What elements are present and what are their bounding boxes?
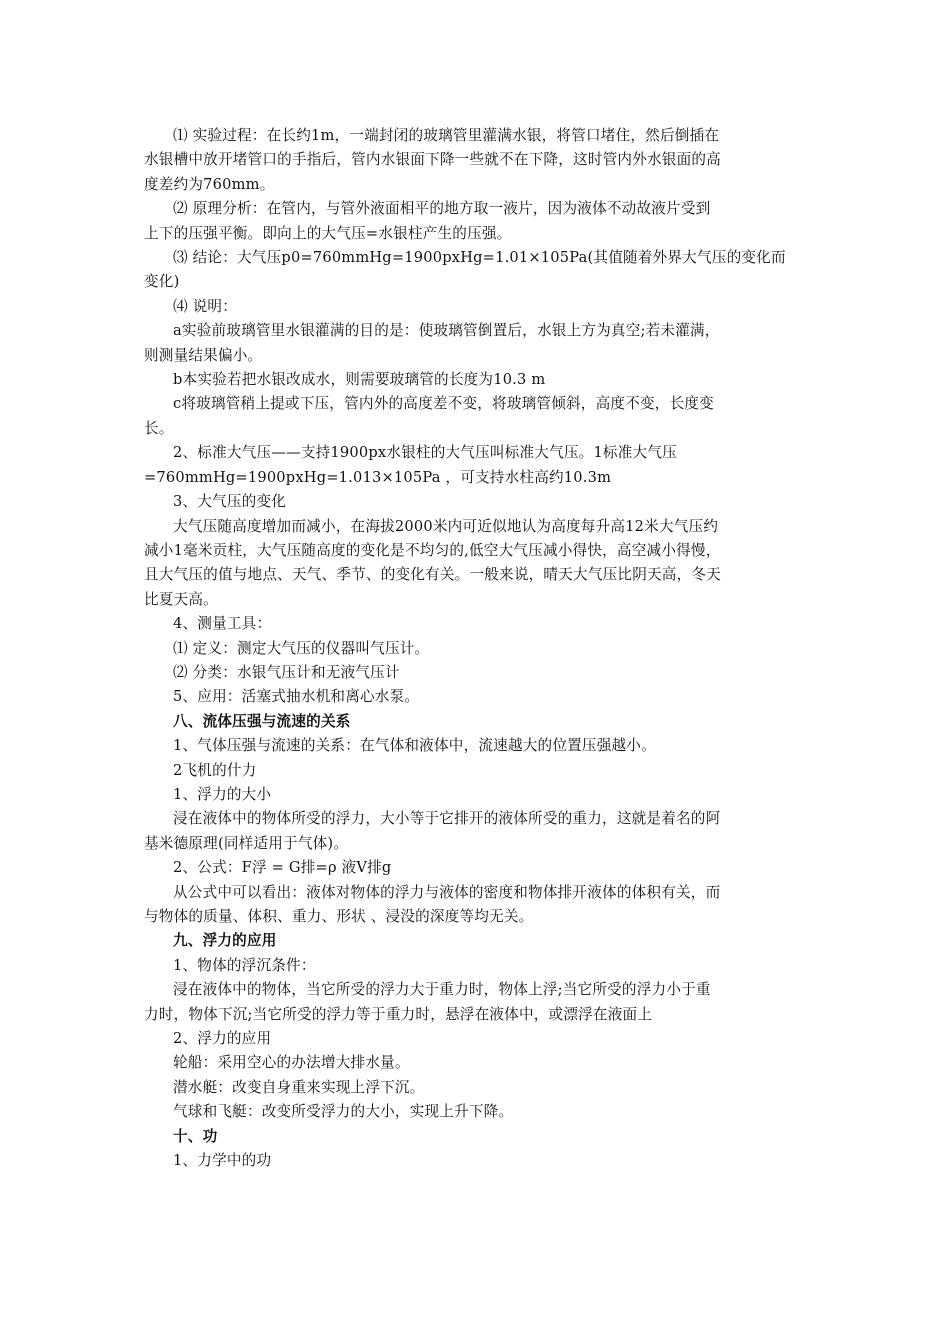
section-heading: 八、流体压强与流速的关系 [173, 712, 351, 730]
text-line: 1、气体压强与流速的关系：在气体和液体中，流速越大的位置压强越小。 [173, 737, 656, 755]
text-line: 1、浮力的大小 [173, 785, 272, 803]
text-line: b本实验若把水银改成水，则需要玻璃管的长度为10.3 m [173, 371, 546, 389]
text-line: 5、应用：活塞式抽水机和离心水泵。 [173, 688, 420, 706]
text-line: =760mmHg=1900pxHg=1.013×105Pa ，可支持水柱高约10.3m [144, 468, 612, 486]
text-line: ⑵ 原理分析：在管内，与管外液面相平的地方取一液片，因为液体不动故液片受到 [173, 200, 711, 218]
text-line: 浸在液体中的物体所受的浮力，大小等于它排开的液体所受的重力，这就是着名的阿 [173, 810, 721, 828]
text-line: 度差约为760mm。 [144, 175, 275, 193]
text-line: 大气压随高度增加而减小，在海拔2000米内可近似地认为高度每升高12米大气压约 [173, 517, 719, 535]
text-line: 比夏天高。 [144, 590, 218, 608]
text-line: 3、大气压的变化 [173, 493, 287, 511]
text-line: ⑴ 定义：测定大气压的仪器叫气压计。 [173, 639, 430, 657]
text-line: 力时，物体下沉;当它所受的浮力等于重力时，悬浮在液体中，或漂浮在液面上 [144, 1005, 653, 1023]
section-heading: 九、浮力的应用 [173, 932, 277, 950]
text-line: c将玻璃管稍上提或下压，管内外的高度差不变，将玻璃管倾斜，高度不变，长度变 [173, 395, 714, 413]
text-line: 且大气压的值与地点、天气、季节、的变化有关。一般来说，晴天大气压比阴天高，冬天 [144, 566, 721, 584]
text-line: 2飞机的什力 [173, 761, 257, 779]
text-line: 2、标准大气压——支持1900px水银柱的大气压叫标准大气压。1标准大气压 [173, 444, 677, 462]
text-line: 2、公式：F浮 = G排=ρ 液V排g [173, 859, 392, 877]
section-heading: 十、功 [173, 1127, 218, 1145]
text-line: 变化) [144, 273, 180, 291]
text-line: 潜水艇：改变自身重来实现上浮下沉。 [173, 1078, 425, 1096]
text-line: 基米德原理(同样适用于气体)。 [144, 834, 349, 852]
text-line: 4、测量工具： [173, 615, 272, 633]
text-line: ⑴ 实验过程：在长约1m，一端封闭的玻璃管里灌满水银，将管口堵住，然后倒插在 [173, 127, 720, 144]
text-line: 1、物体的浮沉条件： [173, 956, 316, 974]
text-line: ⑵ 分类：水银气压计和无液气压计 [173, 663, 400, 681]
text-line: a实验前玻璃管里水银灌满的目的是：使玻璃管倒置后，水银上方为真空;若未灌满， [173, 322, 720, 340]
text-line: 浸在液体中的物体，当它所受的浮力大于重力时，物体上浮;当它所受的浮力小于重 [173, 981, 711, 999]
text-line: 1、力学中的功 [173, 1152, 272, 1170]
text-line: 与物体的质量、体积、重力、形状 、浸没的深度等均无关。 [144, 908, 534, 925]
document-body [144, 124, 804, 1173]
text-line: ⑶ 结论：大气压p0=760mmHg=1900pxHg=1.01×105Pa(其值随着外界大气压的变化而 [173, 249, 786, 267]
text-line: ⑷ 说明： [173, 297, 238, 315]
text-line: 水银槽中放开堵管口的手指后，管内水银面下降一些就不在下降，这时管内外水银面的高 [144, 151, 721, 169]
text-line: 从公式中可以看出：液体对物体的浮力与液体的密度和物体排开液体的体积有关，而 [173, 883, 721, 901]
text-line: 2、浮力的应用 [173, 1030, 272, 1048]
text-line: 上下的压强平衡。即向上的大气压=水银柱产生的压强。 [144, 224, 512, 242]
text-line: 长。 [144, 419, 174, 437]
text-line: 减小1毫米贡柱，大气压随高度的变化是不均匀的,低空大气压减小得快，高空减小得慢， [144, 541, 721, 559]
text-line: 气球和飞艇：改变所受浮力的大小，实现上升下降。 [173, 1103, 514, 1121]
text-line: 轮船：采用空心的办法增大排水量。 [173, 1054, 410, 1072]
text-line: 则测量结果偏小。 [144, 346, 263, 364]
